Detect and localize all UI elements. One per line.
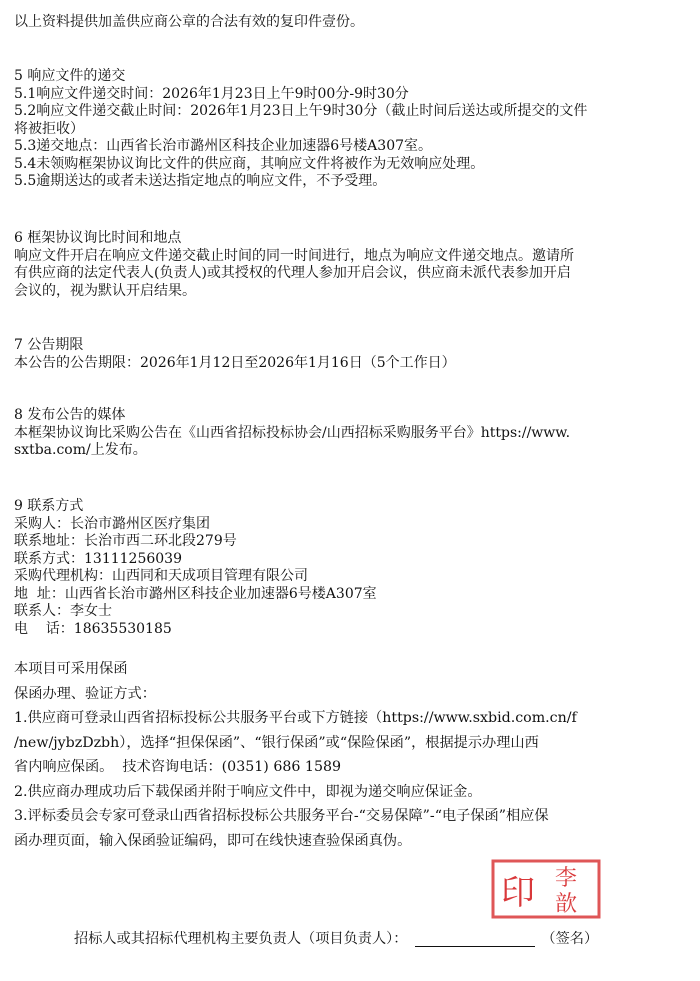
guarantee-item: 1.供应商可登录山西省招标投标公共服务平台或下方链接（https://www.sxbid.com.cn/f — [14, 710, 577, 726]
signature-label: 招标人或其招标代理机构主要负责人（项目负责人）： — [74, 931, 408, 947]
signature-suffix: （签名） — [541, 931, 599, 947]
section-6 — [14, 230, 574, 300]
signature-row — [74, 929, 598, 949]
paragraph-line: 5.4未领购框架协议询比文件的供应商，其响应文件将被作为无效响应处理。 — [14, 155, 485, 172]
guarantee-item: 2.供应商办理成功后下载保函并附于响应文件中，即视为递交响应保证金。 — [14, 783, 482, 800]
section-heading: 5 响应文件的递交 — [14, 68, 126, 84]
intro-text: 以上资料提供加盖供应商公章的合法有效的复印件壹份。 — [14, 14, 364, 30]
section-7 — [14, 337, 456, 372]
contact-address: 联系地址：长治市西二环北段279号 — [14, 533, 237, 549]
contact-person: 联系人：李女士 — [14, 603, 112, 619]
guarantee-title: 本项目可采用保函 — [14, 661, 128, 677]
signature-line — [415, 932, 535, 947]
paragraph-line: 会议的，视为默认开启结果。 — [14, 282, 196, 299]
seal-char-li: 李 — [554, 866, 578, 891]
paragraph-line: 将被拒收） — [14, 120, 84, 137]
guarantee-item: 函办理页面，输入保函验证编码，即可在线快速查验保函真伪。 — [14, 832, 412, 849]
seal-stamp-icon — [490, 858, 602, 920]
paragraph-line: 本公告的公告期限：2026年1月12日至2026年1月16日（5个工作日） — [14, 354, 456, 371]
paragraph-line: 5.1响应文件递交时间：2026年1月23日上午9时00分-9时30分 — [14, 85, 409, 102]
paragraph-line: 有供应商的法定代表人(负责人)或其授权的代理人参加开启会议，供应商未派代表参加开启 — [14, 265, 571, 281]
paragraph-line: 5.5逾期送达的或者未送达指定地点的响应文件，不予受理。 — [14, 173, 387, 189]
contact-agency: 采购代理机构：山西同和天成项目管理有限公司 — [14, 568, 308, 584]
section-heading: 7 公告期限 — [14, 337, 84, 353]
contact-phone: 联系方式：13111256039 — [14, 550, 182, 567]
seal-char-xin: 歆 — [554, 892, 578, 917]
contact-agency-address: 地 址：山西省长治市潞州区科技企业加速器6号楼A307室 — [14, 585, 377, 602]
section-heading: 6 框架协议询比时间和地点 — [14, 230, 182, 246]
name-seal — [490, 858, 602, 920]
section-8 — [14, 407, 570, 460]
guarantee-item: 3.评标委员会专家可登录山西省招标投标公共服务平台-“交易保障”-“电子保函”相应保 — [14, 808, 549, 824]
paragraph-line: 响应文件开启在响应文件递交截止时间的同一时间进行，地点为响应文件递交地点。邀请所 — [14, 247, 574, 264]
section-5 — [14, 68, 587, 191]
section-heading: 8 发布公告的媒体 — [14, 407, 126, 423]
guarantee-subtitle: 保函办理、验证方式： — [14, 685, 156, 702]
paragraph-line: 本框架协议询比采购公告在《山西省招标投标协会/山西招标采购服务平台》https://www. — [14, 424, 571, 441]
section-9 — [14, 498, 377, 638]
contact-purchaser: 采购人：长治市潞州区医疗集团 — [14, 515, 210, 532]
paragraph-line: 5.3递交地点：山西省长治市潞州区科技企业加速器6号楼A307室。 — [14, 138, 433, 154]
guarantee-item: 省内响应保函。 技术咨询电话：(0351) 686 1589 — [14, 759, 342, 775]
guarantee-section — [14, 657, 577, 853]
section-heading: 9 联系方式 — [14, 498, 84, 514]
guarantee-item: /new/jybzDzbh），选择“担保保函”、“银行保函”或“保险保函”，根据提示办理山西 — [14, 734, 539, 751]
paragraph-line: sxtba.com/上发布。 — [14, 442, 147, 458]
seal-char-yin: 印 — [501, 873, 535, 913]
contact-telephone: 电 话：18635530185 — [14, 620, 172, 637]
paragraph-line: 5.2响应文件递交截止时间：2026年1月23日上午9时30分（截止时间后送达或所提交的文件 — [14, 103, 588, 119]
